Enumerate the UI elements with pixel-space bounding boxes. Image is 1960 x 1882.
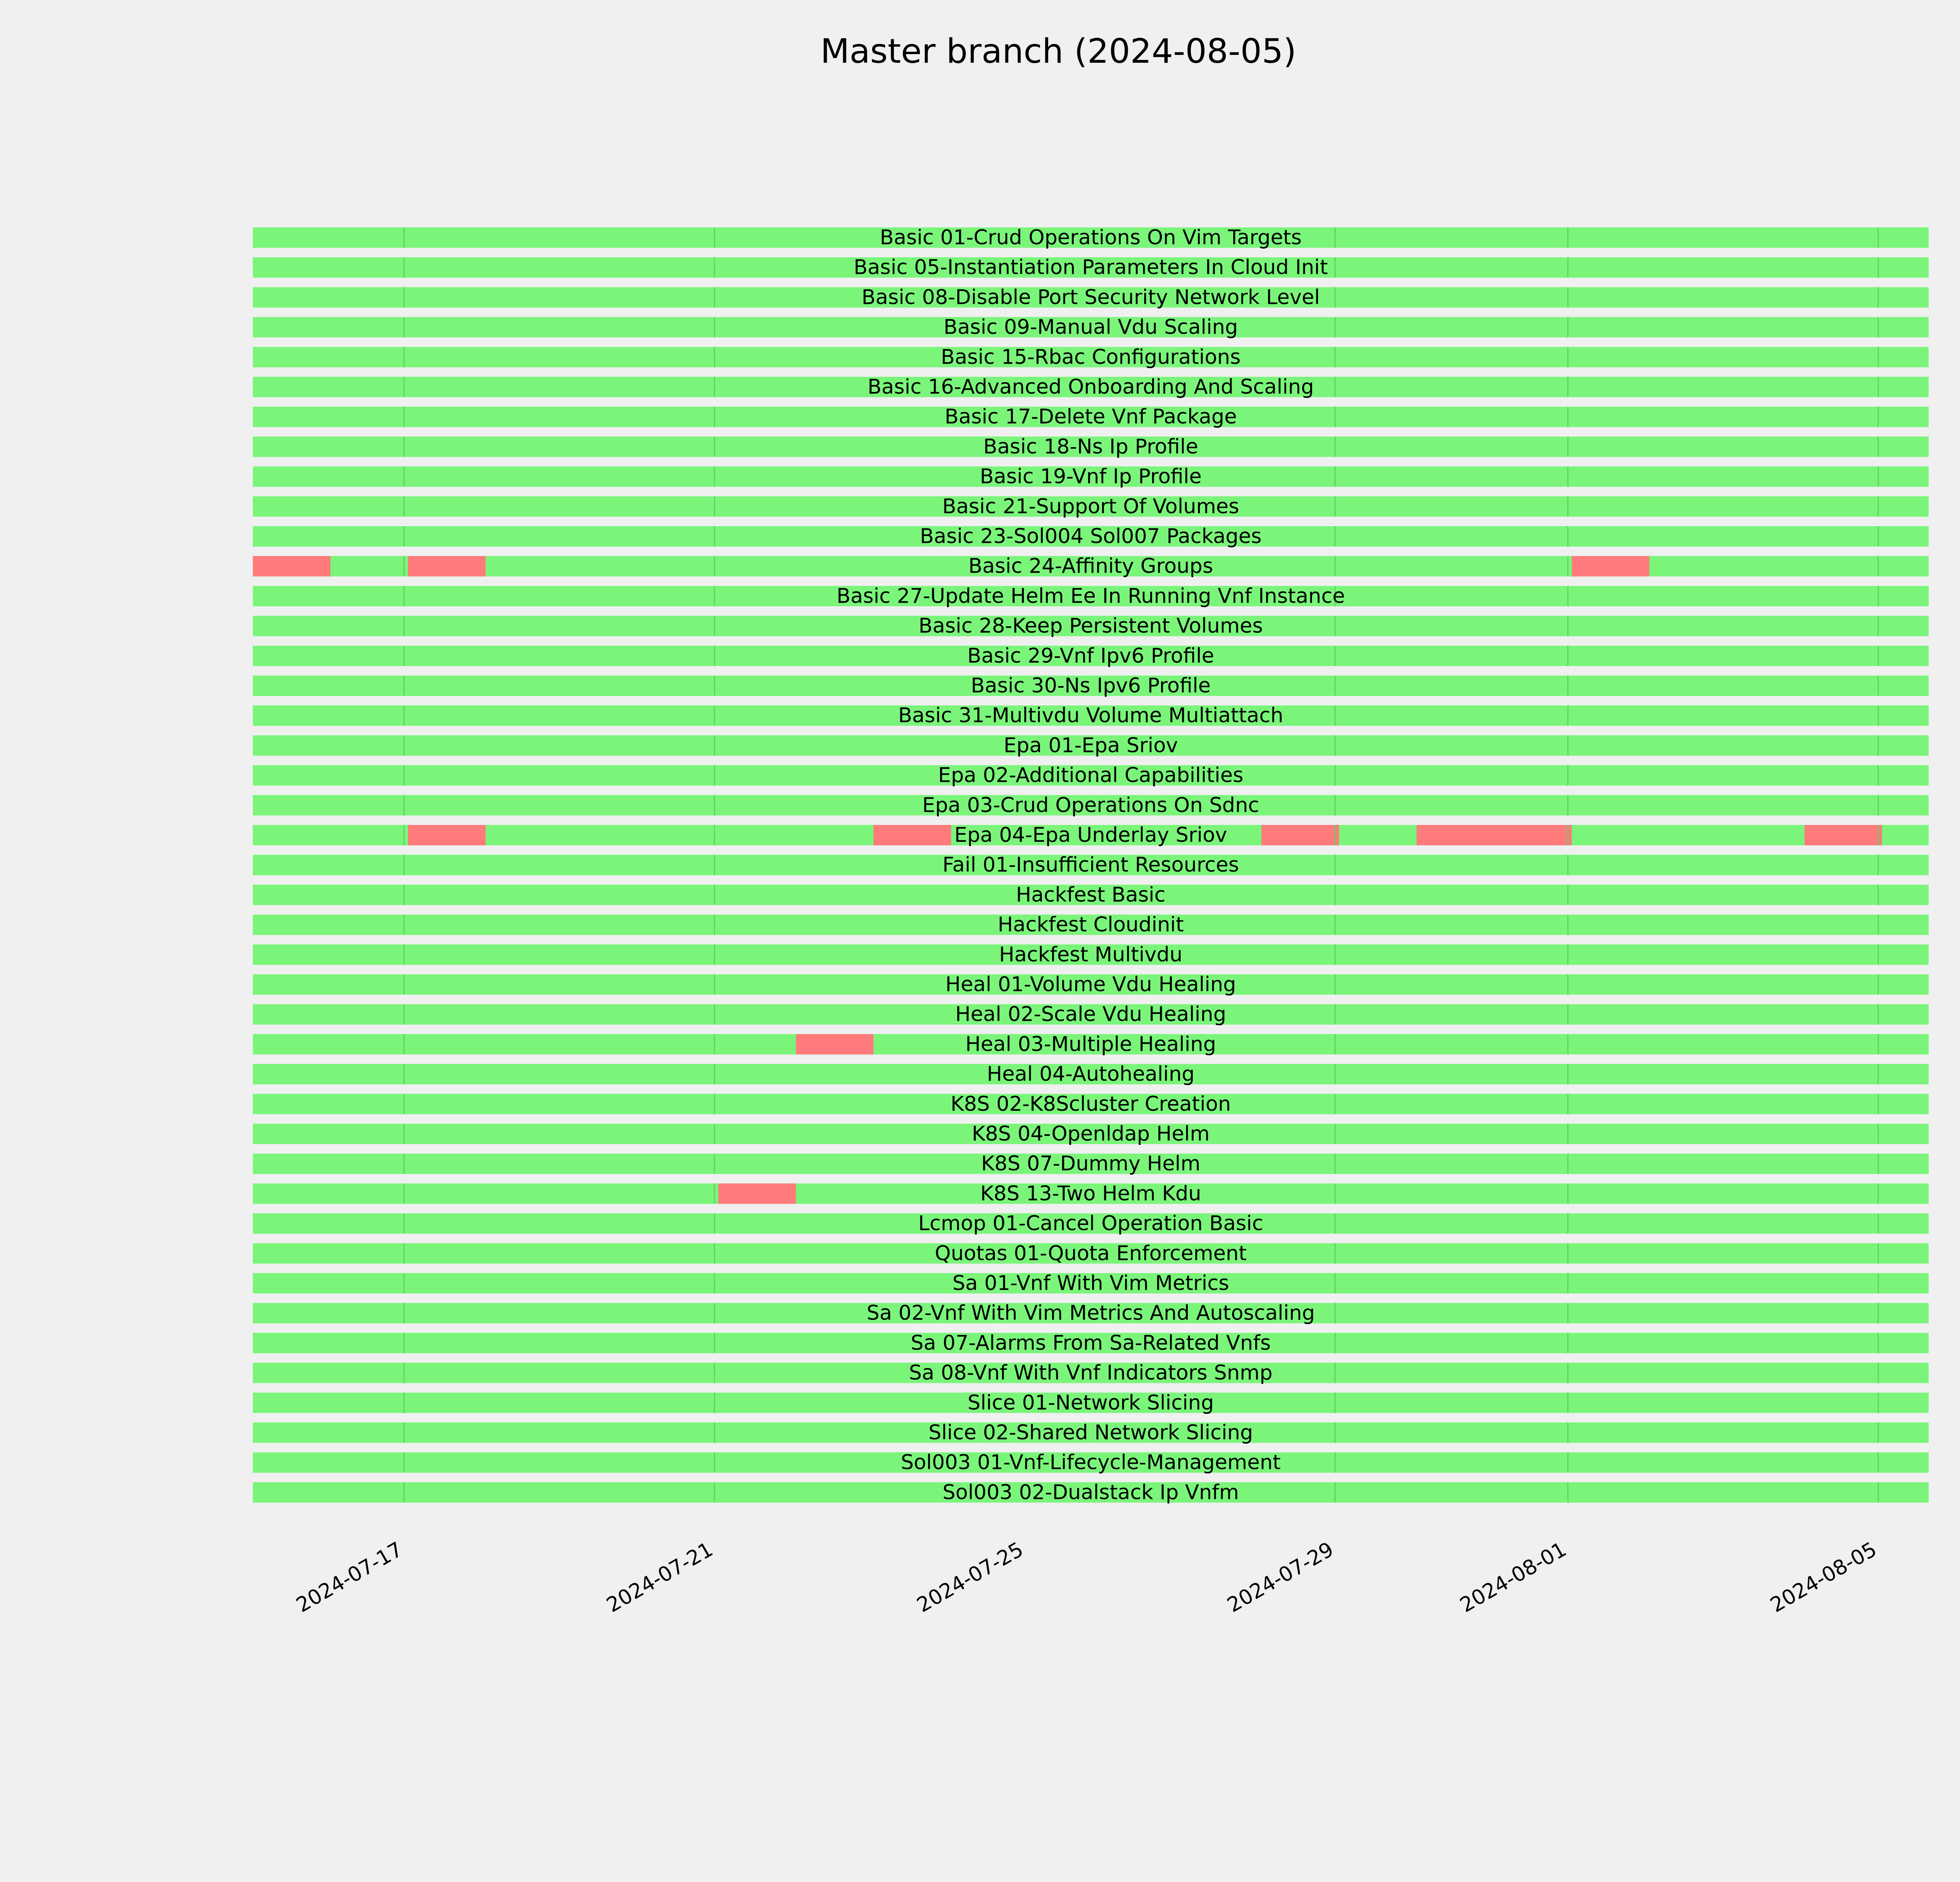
test-row bbox=[253, 495, 1929, 518]
row-label: K8S 02-K8Scluster Creation bbox=[950, 1092, 1231, 1116]
row-label: K8S 13-Two Helm Kdu bbox=[980, 1182, 1201, 1206]
test-row bbox=[253, 913, 1929, 937]
row-label: Basic 21-Support Of Volumes bbox=[942, 494, 1240, 518]
test-row bbox=[253, 1212, 1929, 1235]
test-row bbox=[253, 1421, 1929, 1444]
row-label: K8S 07-Dummy Helm bbox=[981, 1152, 1201, 1176]
test-row bbox=[253, 554, 1929, 578]
test-row bbox=[253, 794, 1929, 817]
row-label: Sa 07-Alarms From Sa-Related Vnfs bbox=[911, 1331, 1271, 1355]
test-row bbox=[253, 1182, 1929, 1205]
row-label: Heal 03-Multiple Healing bbox=[965, 1032, 1216, 1056]
row-label: Quotas 01-Quota Enforcement bbox=[935, 1241, 1247, 1265]
test-row bbox=[253, 525, 1929, 548]
row-label: Fail 01-Insufficient Resources bbox=[942, 853, 1239, 877]
test-row bbox=[253, 345, 1929, 369]
row-label: K8S 04-Openldap Helm bbox=[971, 1122, 1210, 1146]
row-label: Basic 27-Update Helm Ee In Running Vnf Instance bbox=[836, 584, 1345, 608]
test-row bbox=[253, 674, 1929, 698]
test-row bbox=[253, 883, 1929, 906]
test-row bbox=[253, 316, 1929, 339]
test-row bbox=[253, 1003, 1929, 1026]
row-label: Basic 09-Manual Vdu Scaling bbox=[943, 315, 1238, 339]
test-row bbox=[253, 1481, 1929, 1504]
row-label: Heal 01-Volume Vdu Healing bbox=[945, 973, 1236, 996]
row-label: Basic 17-Delete Vnf Package bbox=[944, 405, 1237, 429]
test-row bbox=[253, 704, 1929, 727]
test-row bbox=[253, 584, 1929, 608]
row-label: Sa 08-Vnf With Vnf Indicators Snmp bbox=[909, 1361, 1273, 1385]
test-row bbox=[253, 823, 1929, 847]
row-label: Sa 02-Vnf With Vim Metrics And Autoscaling bbox=[866, 1301, 1315, 1325]
row-label: Basic 08-Disable Port Security Network Level bbox=[861, 285, 1320, 309]
test-row bbox=[253, 1331, 1929, 1355]
row-label: Basic 05-Instantiation Parameters In Cloud Init bbox=[853, 256, 1328, 280]
test-row bbox=[253, 375, 1929, 399]
row-label: Sa 01-Vnf With Vim Metrics bbox=[952, 1272, 1229, 1295]
x-tick-label: 2024-07-21 bbox=[603, 1537, 717, 1617]
test-row bbox=[253, 853, 1929, 877]
test-row bbox=[253, 734, 1929, 757]
test-row bbox=[253, 1361, 1929, 1385]
fail-bar bbox=[408, 825, 486, 845]
fail-bar bbox=[1417, 825, 1572, 845]
row-label: Basic 19-Vnf Ip Profile bbox=[980, 465, 1202, 489]
test-row bbox=[253, 1242, 1929, 1265]
test-row bbox=[253, 435, 1929, 458]
row-label: Basic 24-Affinity Groups bbox=[968, 554, 1213, 578]
row-label: Basic 01-Crud Operations On Vim Targets bbox=[880, 226, 1302, 249]
row-label: Epa 02-Additional Capabilities bbox=[938, 763, 1243, 787]
test-row bbox=[253, 1063, 1929, 1086]
row-label: Basic 28-Keep Persistent Volumes bbox=[918, 614, 1263, 638]
fail-bar bbox=[1572, 556, 1650, 576]
fail-bar bbox=[796, 1034, 873, 1054]
row-label: Basic 23-Sol004 Sol007 Packages bbox=[920, 525, 1262, 548]
test-row bbox=[253, 1301, 1929, 1325]
fail-bar bbox=[1261, 825, 1339, 845]
test-row bbox=[253, 1092, 1929, 1116]
x-tick-label: 2024-07-25 bbox=[913, 1537, 1027, 1617]
test-row bbox=[253, 1272, 1929, 1295]
row-label: Basic 16-Advanced Onboarding And Scaling bbox=[867, 375, 1314, 399]
test-row bbox=[253, 614, 1929, 638]
test-row bbox=[253, 1391, 1929, 1415]
row-label: Basic 15-Rbac Configurations bbox=[941, 345, 1241, 369]
row-label: Sol003 01-Vnf-Lifecycle-Management bbox=[900, 1451, 1281, 1475]
chart-title: Master branch (2024-08-05) bbox=[820, 32, 1297, 71]
test-row bbox=[253, 973, 1929, 996]
fail-bar bbox=[873, 825, 951, 845]
row-label: Lcmop 01-Cancel Operation Basic bbox=[918, 1212, 1263, 1235]
row-label: Slice 02-Shared Network Slicing bbox=[928, 1421, 1253, 1444]
row-label: Basic 31-Multivdu Volume Multiattach bbox=[898, 704, 1283, 728]
fail-bar bbox=[1804, 825, 1882, 845]
test-row bbox=[253, 285, 1929, 309]
fail-bar bbox=[408, 556, 486, 576]
fail-bar bbox=[253, 556, 330, 576]
test-row bbox=[253, 764, 1929, 787]
row-label: Hackfest Multivdu bbox=[999, 943, 1183, 966]
test-row bbox=[253, 1152, 1929, 1175]
fail-bar bbox=[719, 1183, 796, 1204]
test-row bbox=[253, 226, 1929, 249]
row-label: Epa 01-Epa Sriov bbox=[1004, 734, 1178, 758]
row-label: Hackfest Basic bbox=[1016, 883, 1166, 907]
x-tick-label: 2024-07-29 bbox=[1223, 1537, 1338, 1617]
test-row bbox=[253, 1032, 1929, 1056]
row-label: Sol003 02-Dualstack Ip Vnfm bbox=[942, 1481, 1239, 1504]
test-row bbox=[253, 943, 1929, 966]
row-label: Heal 02-Scale Vdu Healing bbox=[955, 1003, 1227, 1026]
test-row bbox=[253, 1451, 1929, 1474]
x-tick-label: 2024-08-01 bbox=[1456, 1537, 1571, 1617]
test-rows bbox=[253, 226, 1929, 1504]
test-row bbox=[253, 405, 1929, 429]
test-row bbox=[253, 1122, 1929, 1146]
row-label: Basic 30-Ns Ipv6 Profile bbox=[971, 674, 1211, 698]
test-row bbox=[253, 256, 1929, 279]
x-tick-label: 2024-08-05 bbox=[1766, 1537, 1881, 1617]
row-label: Heal 04-Autohealing bbox=[987, 1062, 1195, 1086]
test-row bbox=[253, 465, 1929, 489]
x-axis bbox=[292, 1538, 1881, 1617]
row-label: Epa 04-Epa Underlay Sriov bbox=[954, 823, 1227, 847]
row-label: Basic 18-Ns Ip Profile bbox=[983, 435, 1198, 459]
row-label: Basic 29-Vnf Ipv6 Profile bbox=[967, 644, 1214, 668]
row-label: Epa 03-Crud Operations On Sdnc bbox=[922, 793, 1259, 817]
test-row bbox=[253, 644, 1929, 668]
row-label: Hackfest Cloudinit bbox=[998, 913, 1184, 937]
x-tick-label: 2024-07-17 bbox=[292, 1537, 407, 1617]
row-label: Slice 01-Network Slicing bbox=[967, 1391, 1214, 1415]
